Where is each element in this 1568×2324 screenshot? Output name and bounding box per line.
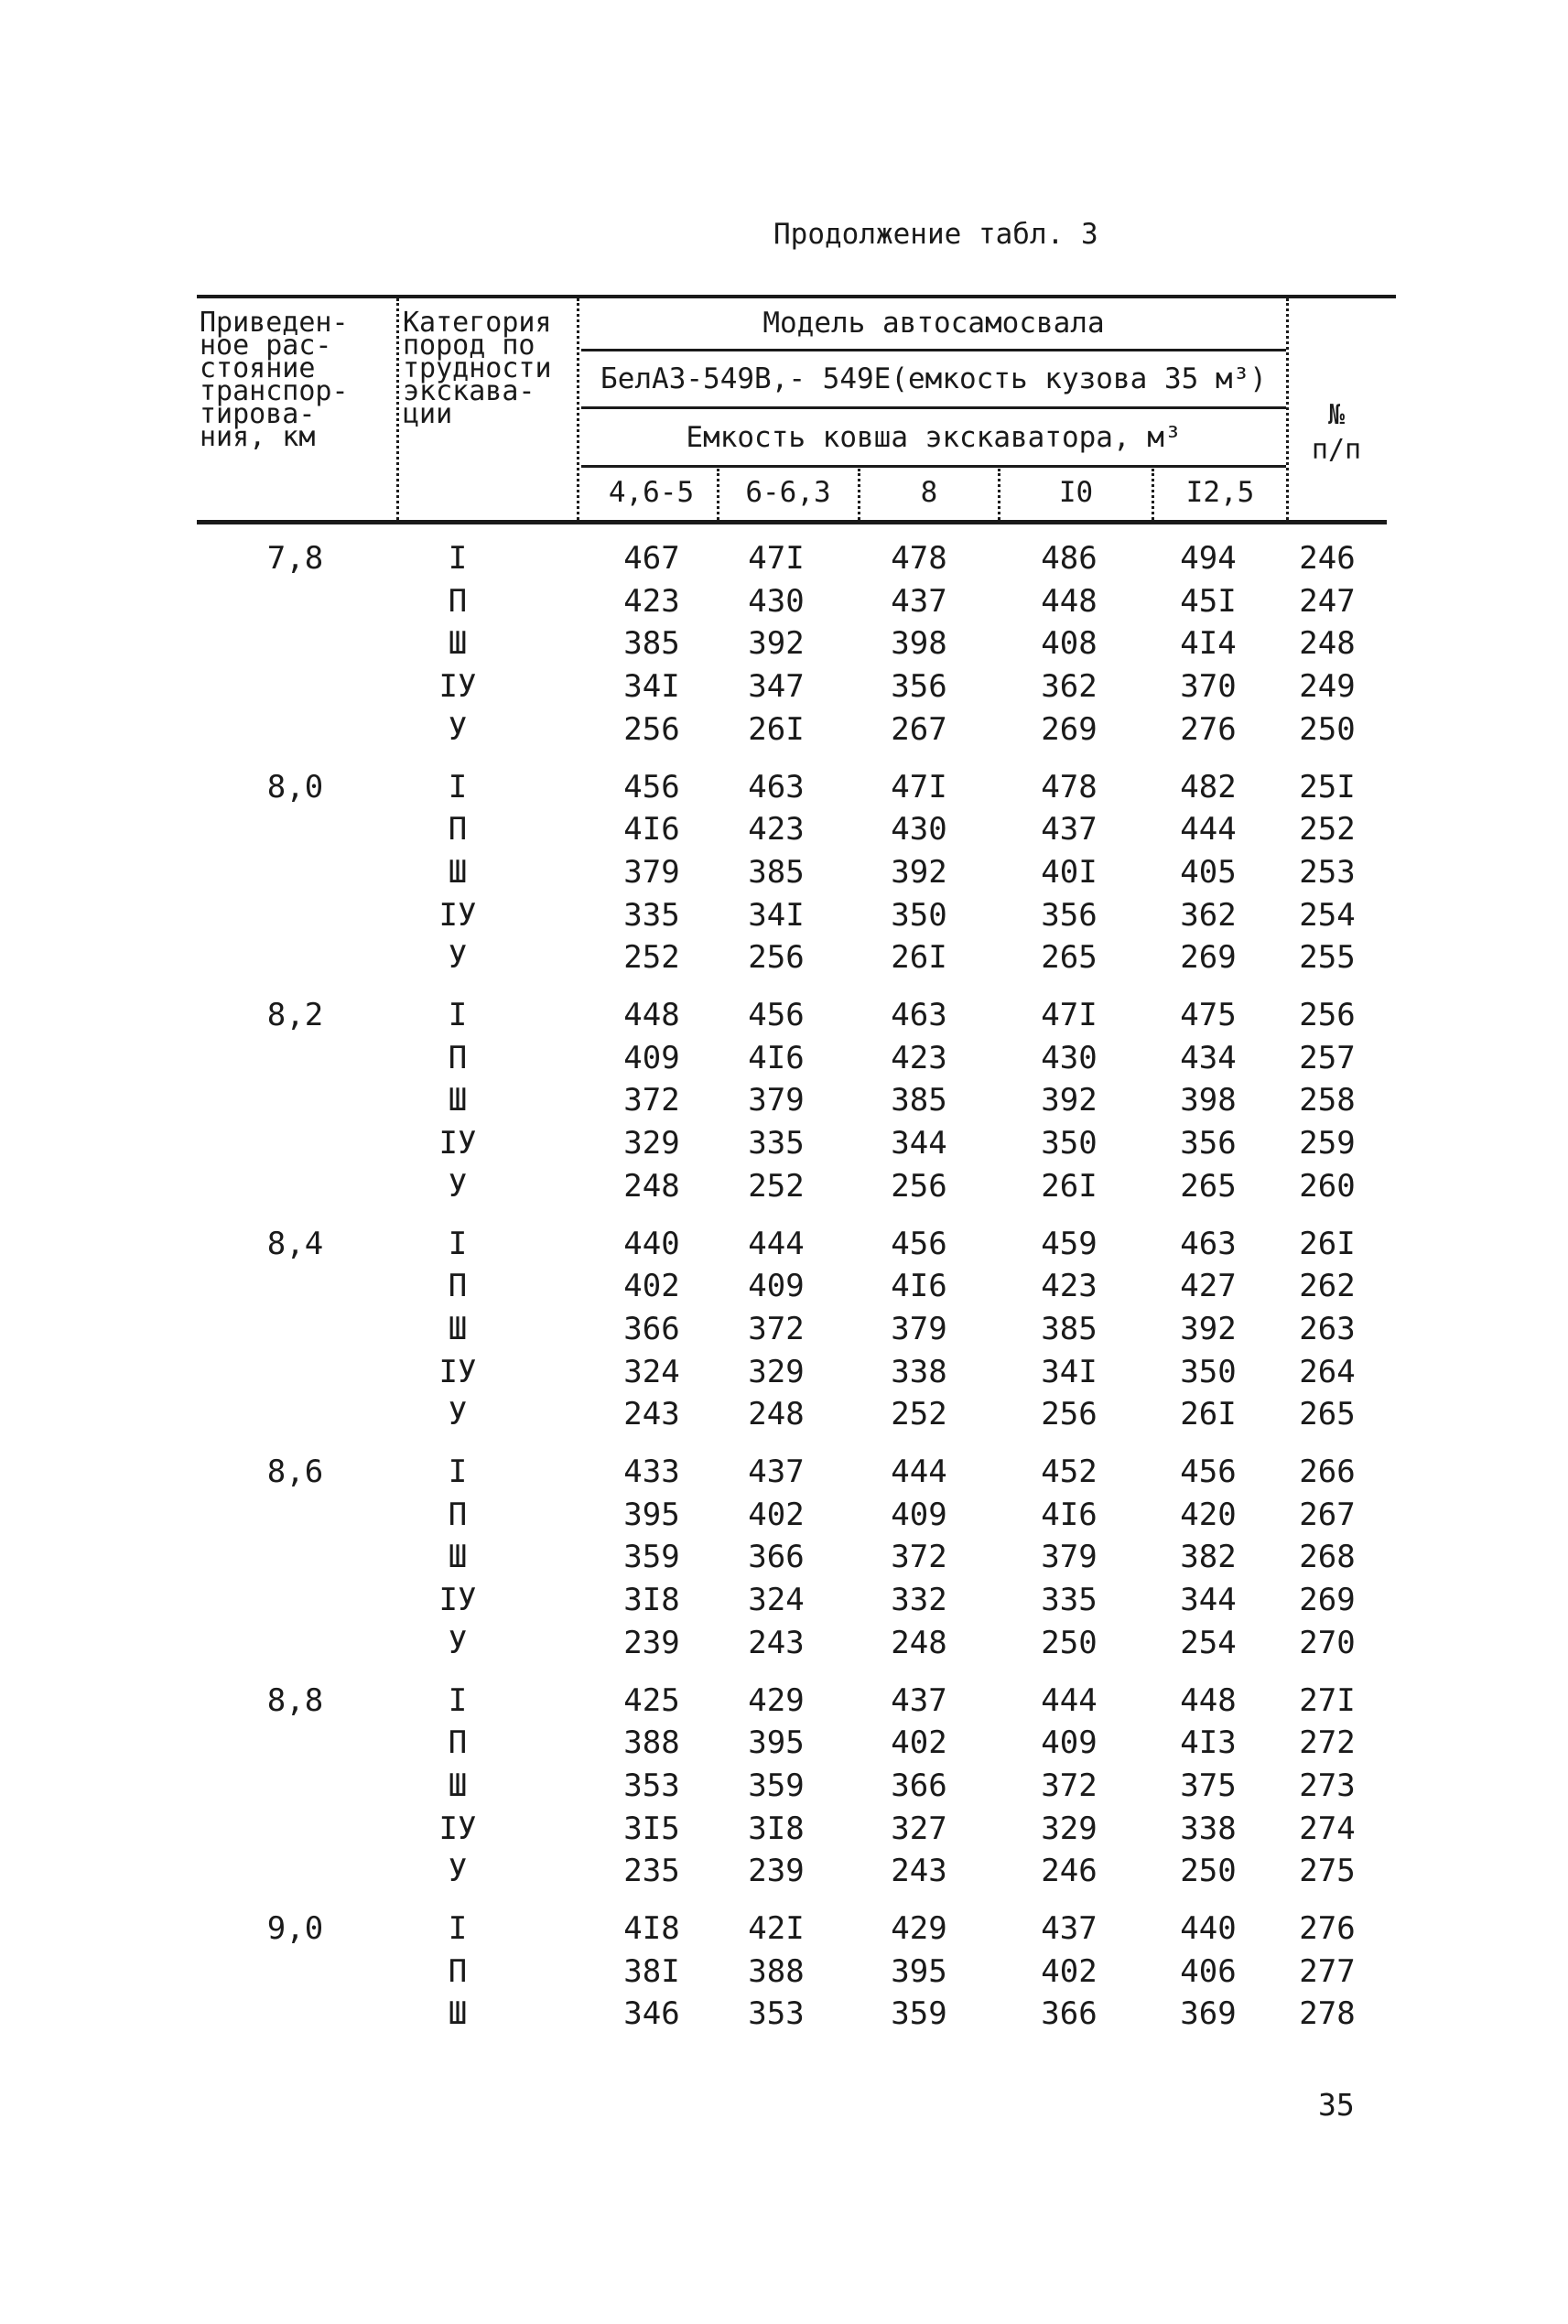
value-cell: 420 — [1180, 1497, 1237, 1533]
model-header: Модель автосамосвала — [762, 307, 1105, 340]
value-cell: 329 — [748, 1354, 805, 1390]
row-number-cell: 260 — [1299, 1168, 1356, 1205]
value-cell: 248 — [623, 1168, 680, 1205]
value-cell: 42I — [748, 1910, 805, 1947]
table-row — [0, 1454, 1568, 1496]
value-cell: 482 — [1180, 769, 1237, 805]
value-cell: 382 — [1180, 1539, 1237, 1575]
value-cell: 467 — [623, 540, 680, 577]
distance-cell: 8,4 — [266, 1226, 324, 1262]
bucket-column-header: I0 — [1058, 476, 1094, 509]
row-number-cell: 250 — [1299, 711, 1356, 748]
value-cell: 425 — [623, 1682, 680, 1719]
distance-cell: 8,0 — [266, 769, 324, 805]
value-cell: 332 — [891, 1582, 947, 1618]
value-cell: 402 — [623, 1268, 680, 1304]
table-row — [0, 1168, 1568, 1210]
value-cell: 329 — [623, 1125, 680, 1162]
value-cell: 406 — [1180, 1953, 1237, 1990]
value-cell: 26I — [1041, 1168, 1098, 1205]
value-cell: 459 — [1041, 1226, 1098, 1262]
category-cell: IУ — [438, 897, 477, 934]
category-cell: Ш — [448, 1311, 468, 1347]
distance-cell: 8,6 — [266, 1454, 324, 1490]
value-cell: 494 — [1180, 540, 1237, 577]
value-cell: 395 — [748, 1724, 805, 1761]
value-cell: 243 — [891, 1853, 947, 1889]
category-cell: П — [448, 1497, 468, 1533]
value-cell: 38I — [623, 1953, 680, 1990]
category-cell: Ш — [448, 1767, 468, 1804]
row-number-cell: 25I — [1299, 769, 1356, 805]
row-number-cell: 247 — [1299, 583, 1356, 620]
table-row — [0, 1995, 1568, 2038]
category-cell: I — [448, 1910, 468, 1947]
value-cell: 444 — [891, 1454, 947, 1490]
category-cell: I — [448, 540, 468, 577]
table-row — [0, 1497, 1568, 1539]
value-cell: 47I — [1041, 997, 1098, 1033]
value-cell: 478 — [1041, 769, 1098, 805]
table-row — [0, 939, 1568, 981]
value-cell: 256 — [891, 1168, 947, 1205]
value-cell: 440 — [1180, 1910, 1237, 1947]
table-row — [0, 1682, 1568, 1724]
truck-model-header: БелАЗ-549В,- 549Е(емкость кузова 35 м³) — [600, 362, 1267, 395]
value-cell: 486 — [1041, 540, 1098, 577]
row-number-cell: 256 — [1299, 997, 1356, 1033]
value-cell: 34I — [748, 897, 805, 934]
category-cell: П — [448, 583, 468, 620]
table-row — [0, 1354, 1568, 1396]
value-cell: 250 — [1180, 1853, 1237, 1889]
category-header: Категория пород по трудности экскава- ции — [403, 307, 552, 430]
header-bottom-rule — [197, 520, 1387, 524]
value-cell: 385 — [748, 854, 805, 891]
value-cell: 444 — [748, 1226, 805, 1262]
value-cell: 362 — [1180, 897, 1237, 934]
value-cell: 4I6 — [623, 811, 680, 848]
table-row — [0, 811, 1568, 853]
table-row — [0, 769, 1568, 811]
value-cell: 265 — [1180, 1168, 1237, 1205]
value-cell: 385 — [623, 625, 680, 662]
row-number-cell: 272 — [1299, 1724, 1356, 1761]
value-cell: 335 — [623, 897, 680, 934]
value-cell: 423 — [891, 1040, 947, 1076]
value-cell: 359 — [623, 1539, 680, 1575]
category-cell: У — [448, 711, 468, 748]
row-number-cell: 254 — [1299, 897, 1356, 934]
value-cell: 388 — [748, 1953, 805, 1990]
value-cell: 265 — [1041, 939, 1098, 976]
value-cell: 437 — [891, 1682, 947, 1719]
value-cell: 392 — [891, 854, 947, 891]
value-cell: 359 — [748, 1767, 805, 1804]
category-cell: I — [448, 997, 468, 1033]
row-number-cell: 277 — [1299, 1953, 1356, 1990]
column-divider — [577, 298, 579, 520]
value-cell: 408 — [1041, 625, 1098, 662]
truck-rule — [581, 406, 1286, 409]
value-cell: 448 — [1180, 1682, 1237, 1719]
value-cell: 335 — [1041, 1582, 1098, 1618]
value-cell: 344 — [1180, 1582, 1237, 1618]
row-number-cell: 273 — [1299, 1767, 1356, 1804]
value-cell: 327 — [891, 1811, 947, 1847]
value-cell: 338 — [1180, 1811, 1237, 1847]
value-cell: 385 — [1041, 1311, 1098, 1347]
value-cell: 350 — [1041, 1125, 1098, 1162]
value-cell: 40I — [1041, 854, 1098, 891]
category-cell: IУ — [438, 668, 477, 705]
value-cell: 344 — [891, 1125, 947, 1162]
row-number-cell: 269 — [1299, 1582, 1356, 1618]
value-cell: 347 — [748, 668, 805, 705]
value-cell: 429 — [748, 1682, 805, 1719]
value-cell: 26I — [891, 939, 947, 976]
value-cell: 359 — [891, 1995, 947, 2032]
value-cell: 243 — [748, 1625, 805, 1661]
row-number-cell: 258 — [1299, 1082, 1356, 1119]
value-cell: 379 — [891, 1311, 947, 1347]
table-row — [0, 1953, 1568, 1995]
distance-cell: 8,2 — [266, 997, 324, 1033]
category-cell: У — [448, 1625, 468, 1661]
value-cell: 269 — [1041, 711, 1098, 748]
header-top-rule — [197, 295, 1396, 298]
table-row — [0, 711, 1568, 753]
table-row — [0, 1125, 1568, 1167]
category-cell: I — [448, 769, 468, 805]
table-caption: Продолжение табл. 3 — [773, 218, 1098, 251]
value-cell: 34I — [623, 668, 680, 705]
category-cell: Ш — [448, 854, 468, 891]
value-cell: 372 — [1041, 1767, 1098, 1804]
row-number-cell: 248 — [1299, 625, 1356, 662]
value-cell: 350 — [1180, 1354, 1237, 1390]
bucket-column-header: 8 — [920, 476, 938, 509]
value-cell: 372 — [748, 1311, 805, 1347]
value-cell: 375 — [1180, 1767, 1237, 1804]
value-cell: 398 — [1180, 1082, 1237, 1119]
table-row — [0, 1226, 1568, 1268]
category-cell: П — [448, 1040, 468, 1076]
value-cell: 252 — [891, 1396, 947, 1432]
value-cell: 248 — [748, 1396, 805, 1432]
value-cell: 409 — [891, 1497, 947, 1533]
value-cell: 324 — [748, 1582, 805, 1618]
distance-header: Приведен- ное рас- стояние транспор- тирова- ния, км — [200, 307, 349, 453]
value-cell: 362 — [1041, 668, 1098, 705]
value-cell: 45I — [1180, 583, 1237, 620]
category-cell: I — [448, 1682, 468, 1719]
value-cell: 427 — [1180, 1268, 1237, 1304]
column-divider — [396, 298, 399, 520]
value-cell: 434 — [1180, 1040, 1237, 1076]
row-number-cell: 278 — [1299, 1995, 1356, 2032]
value-cell: 250 — [1041, 1625, 1098, 1661]
value-cell: 475 — [1180, 997, 1237, 1033]
value-cell: 254 — [1180, 1625, 1237, 1661]
row-number-cell: 26I — [1299, 1226, 1356, 1262]
table-row — [0, 1582, 1568, 1624]
table-row — [0, 1853, 1568, 1895]
bucket-column-header: 6-6,3 — [745, 476, 831, 509]
category-cell: IУ — [438, 1354, 477, 1390]
category-cell: Ш — [448, 625, 468, 662]
bucket-capacity-header: Емкость ковша экскаватора, м³ — [686, 421, 1182, 454]
row-number-cell: 274 — [1299, 1811, 1356, 1847]
value-cell: 440 — [623, 1226, 680, 1262]
value-cell: 350 — [891, 897, 947, 934]
value-cell: 372 — [891, 1539, 947, 1575]
value-cell: 379 — [1041, 1539, 1098, 1575]
value-cell: 366 — [623, 1311, 680, 1347]
value-cell: 3I5 — [623, 1811, 680, 1847]
value-cell: 392 — [1041, 1082, 1098, 1119]
table-row — [0, 1724, 1568, 1767]
table-row — [0, 1539, 1568, 1581]
value-cell: 444 — [1180, 811, 1237, 848]
value-cell: 395 — [623, 1497, 680, 1533]
value-cell: 398 — [891, 625, 947, 662]
table-row — [0, 668, 1568, 710]
value-cell: 353 — [623, 1767, 680, 1804]
category-cell: Ш — [448, 1995, 468, 2032]
value-cell: 437 — [1041, 1910, 1098, 1947]
value-cell: 369 — [1180, 1995, 1237, 2032]
table-row — [0, 1311, 1568, 1353]
category-cell: IУ — [438, 1125, 477, 1162]
distance-cell: 7,8 — [266, 540, 324, 577]
table-row — [0, 1910, 1568, 1952]
row-number-cell: 27I — [1299, 1682, 1356, 1719]
row-number-cell: 275 — [1299, 1853, 1356, 1889]
row-number-cell: 249 — [1299, 668, 1356, 705]
value-cell: 356 — [1180, 1125, 1237, 1162]
value-cell: 366 — [891, 1767, 947, 1804]
distance-cell: 9,0 — [266, 1910, 324, 1947]
row-number-cell: 255 — [1299, 939, 1356, 976]
value-cell: 379 — [748, 1082, 805, 1119]
value-cell: 4I6 — [748, 1040, 805, 1076]
category-cell: У — [448, 1853, 468, 1889]
value-cell: 269 — [1180, 939, 1237, 976]
value-cell: 356 — [1041, 897, 1098, 934]
value-cell: 346 — [623, 1995, 680, 2032]
value-cell: 256 — [1041, 1396, 1098, 1432]
table-row — [0, 1767, 1568, 1810]
table-row — [0, 997, 1568, 1039]
category-cell: Ш — [448, 1082, 468, 1119]
value-cell: 267 — [891, 711, 947, 748]
row-number-cell: 263 — [1299, 1311, 1356, 1347]
value-cell: 248 — [891, 1625, 947, 1661]
value-cell: 4I6 — [891, 1268, 947, 1304]
value-cell: 463 — [1180, 1226, 1237, 1262]
value-cell: 335 — [748, 1125, 805, 1162]
row-number-cell: 262 — [1299, 1268, 1356, 1304]
value-cell: 433 — [623, 1454, 680, 1490]
value-cell: 26I — [748, 711, 805, 748]
value-cell: 456 — [623, 769, 680, 805]
value-cell: 437 — [891, 583, 947, 620]
value-cell: 430 — [891, 811, 947, 848]
value-cell: 372 — [623, 1082, 680, 1119]
value-cell: 402 — [891, 1724, 947, 1761]
page-number: 35 — [1318, 2087, 1355, 2123]
model-rule — [581, 349, 1286, 351]
value-cell: 456 — [1180, 1454, 1237, 1490]
value-cell: 235 — [623, 1853, 680, 1889]
value-cell: 385 — [891, 1082, 947, 1119]
value-cell: 423 — [1041, 1268, 1098, 1304]
value-cell: 252 — [623, 939, 680, 976]
bucket-column-header: I2,5 — [1185, 476, 1255, 509]
value-cell: 3I8 — [623, 1582, 680, 1618]
table-row — [0, 1811, 1568, 1853]
value-cell: 409 — [748, 1268, 805, 1304]
row-number-cell: 264 — [1299, 1354, 1356, 1390]
value-cell: 437 — [1041, 811, 1098, 848]
value-cell: 329 — [1041, 1811, 1098, 1847]
value-cell: 402 — [748, 1497, 805, 1533]
value-cell: 448 — [623, 997, 680, 1033]
value-cell: 34I — [1041, 1354, 1098, 1390]
value-cell: 366 — [1041, 1995, 1098, 2032]
value-cell: 379 — [623, 854, 680, 891]
bucket-column-header: 4,6-5 — [608, 476, 695, 509]
row-number-cell: 257 — [1299, 1040, 1356, 1076]
row-number-header: № п/п — [1311, 399, 1362, 466]
value-cell: 478 — [891, 540, 947, 577]
value-cell: 392 — [748, 625, 805, 662]
value-cell: 456 — [891, 1226, 947, 1262]
category-cell: IУ — [438, 1811, 477, 1847]
category-cell: У — [448, 1168, 468, 1205]
table-row — [0, 583, 1568, 625]
table-row — [0, 897, 1568, 939]
value-cell: 444 — [1041, 1682, 1098, 1719]
table-row — [0, 854, 1568, 896]
value-cell: 423 — [623, 583, 680, 620]
table-row — [0, 1082, 1568, 1124]
row-number-cell: 265 — [1299, 1396, 1356, 1432]
row-number-cell: 252 — [1299, 811, 1356, 848]
value-cell: 243 — [623, 1396, 680, 1432]
row-number-cell: 253 — [1299, 854, 1356, 891]
distance-cell: 8,8 — [266, 1682, 324, 1719]
category-cell: У — [448, 1396, 468, 1432]
value-cell: 456 — [748, 997, 805, 1033]
row-number-cell: 267 — [1299, 1497, 1356, 1533]
value-cell: 239 — [623, 1625, 680, 1661]
value-cell: 239 — [748, 1853, 805, 1889]
value-cell: 423 — [748, 811, 805, 848]
value-cell: 463 — [891, 997, 947, 1033]
value-cell: 256 — [623, 711, 680, 748]
value-cell: 395 — [891, 1953, 947, 1990]
value-cell: 429 — [891, 1910, 947, 1947]
value-cell: 4I3 — [1180, 1724, 1237, 1761]
value-cell: 409 — [623, 1040, 680, 1076]
bucket-rule — [581, 465, 1286, 468]
value-cell: 4I8 — [623, 1910, 680, 1947]
value-cell: 246 — [1041, 1853, 1098, 1889]
value-cell: 463 — [748, 769, 805, 805]
table-row — [0, 1396, 1568, 1438]
value-cell: 353 — [748, 1995, 805, 2032]
table-row — [0, 625, 1568, 667]
table-row — [0, 1268, 1568, 1310]
value-cell: 3I8 — [748, 1811, 805, 1847]
category-cell: I — [448, 1454, 468, 1490]
value-cell: 47I — [748, 540, 805, 577]
row-number-cell: 270 — [1299, 1625, 1356, 1661]
value-cell: 4I6 — [1041, 1497, 1098, 1533]
category-cell: П — [448, 1268, 468, 1304]
row-number-cell: 276 — [1299, 1910, 1356, 1947]
value-cell: 405 — [1180, 854, 1237, 891]
value-cell: 392 — [1180, 1311, 1237, 1347]
value-cell: 402 — [1041, 1953, 1098, 1990]
category-cell: У — [448, 939, 468, 976]
value-cell: 409 — [1041, 1724, 1098, 1761]
value-cell: 430 — [748, 583, 805, 620]
category-cell: П — [448, 1953, 468, 1990]
category-cell: П — [448, 1724, 468, 1761]
category-cell: П — [448, 811, 468, 848]
row-number-cell: 259 — [1299, 1125, 1356, 1162]
value-cell: 276 — [1180, 711, 1237, 748]
value-cell: 26I — [1180, 1396, 1237, 1432]
value-cell: 252 — [748, 1168, 805, 1205]
value-cell: 388 — [623, 1724, 680, 1761]
value-cell: 452 — [1041, 1454, 1098, 1490]
value-cell: 430 — [1041, 1040, 1098, 1076]
category-cell: Ш — [448, 1539, 468, 1575]
row-number-cell: 246 — [1299, 540, 1356, 577]
value-cell: 448 — [1041, 583, 1098, 620]
value-cell: 324 — [623, 1354, 680, 1390]
value-cell: 4I4 — [1180, 625, 1237, 662]
value-cell: 356 — [891, 668, 947, 705]
value-cell: 338 — [891, 1354, 947, 1390]
column-divider — [1286, 298, 1289, 520]
row-number-cell: 268 — [1299, 1539, 1356, 1575]
category-cell: I — [448, 1226, 468, 1262]
value-cell: 370 — [1180, 668, 1237, 705]
category-cell: IУ — [438, 1582, 477, 1618]
table-row — [0, 1040, 1568, 1082]
value-cell: 47I — [891, 769, 947, 805]
value-cell: 256 — [748, 939, 805, 976]
table-row — [0, 1625, 1568, 1667]
value-cell: 366 — [748, 1539, 805, 1575]
row-number-cell: 266 — [1299, 1454, 1356, 1490]
table-row — [0, 540, 1568, 582]
value-cell: 437 — [748, 1454, 805, 1490]
